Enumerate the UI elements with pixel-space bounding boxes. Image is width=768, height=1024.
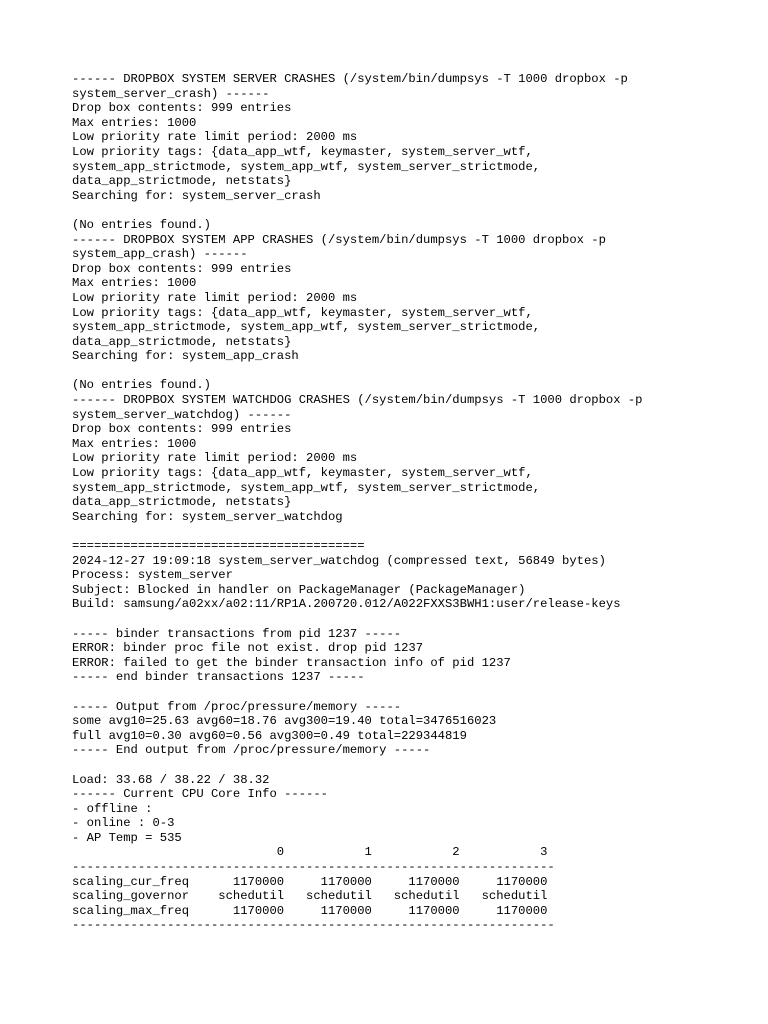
log-line — [72, 758, 712, 773]
log-line: Drop box contents: 999 entries — [72, 101, 292, 116]
log-line: Low priority rate limit period: 2000 ms — [72, 451, 358, 466]
log-line: Process: system_server — [72, 568, 233, 583]
log-line: system_app_crash) ------ — [72, 247, 248, 262]
log-line: Low priority tags: {data_app_wtf, keymaster, system_server_wtf, — [72, 466, 533, 481]
log-line: full avg10=0.30 avg60=0.56 avg300=0.49 total=229344819 — [72, 728, 467, 743]
log-line: Drop box contents: 999 entries — [72, 422, 292, 437]
log-line: - online : 0-3 — [72, 816, 175, 831]
log-line — [72, 203, 712, 218]
log-line: (No entries found.) — [72, 378, 211, 393]
log-line: Low priority tags: {data_app_wtf, keymaster, system_server_wtf, — [72, 305, 533, 320]
log-line: ======================================== — [72, 539, 365, 553]
log-line: Drop box contents: 999 entries — [72, 261, 292, 276]
log-line: Searching for: system_server_crash — [72, 188, 321, 203]
log-line: ----- End output from /proc/pressure/memory ----- — [72, 743, 431, 758]
log-line: ------------------------------------------------------------------ — [72, 860, 555, 875]
log-line: Load: 33.68 / 38.22 / 38.32 — [72, 772, 270, 787]
log-line — [72, 524, 712, 539]
log-line: system_server_watchdog) ------ — [72, 407, 292, 422]
log-line: 2024-12-27 19:09:18 system_server_watchdog (compressed text, 56849 bytes) — [72, 553, 606, 568]
log-line: (No entries found.) — [72, 217, 211, 232]
log-line: system_app_strictmode, system_app_wtf, system_server_strictmode, — [72, 320, 541, 335]
log-line: Max entries: 1000 — [72, 115, 197, 130]
log-line: ----- binder transactions from pid 1237 ----- — [72, 626, 402, 641]
log-line: Low priority rate limit period: 2000 ms — [72, 130, 358, 145]
log-line: Low priority rate limit period: 2000 ms — [72, 290, 358, 305]
log-line: Subject: Blocked in handler on PackageManager (PackageManager) — [72, 582, 526, 597]
log-line: data_app_strictmode, netstats} — [72, 495, 292, 510]
log-line: ERROR: binder proc file not exist. drop pid 1237 — [72, 641, 424, 656]
log-line: - offline : — [72, 801, 153, 816]
log-line: Max entries: 1000 — [72, 276, 197, 291]
log-line: ------ DROPBOX SYSTEM SERVER CRASHES (/system/bin/dumpsys -T 1000 dropbox -p — [72, 72, 628, 86]
log-line: ERROR: failed to get the binder transaction info of pid 1237 — [72, 655, 511, 670]
log-document — [72, 72, 712, 933]
log-line: system_app_strictmode, system_app_wtf, system_server_strictmode, — [72, 159, 541, 174]
log-line: Max entries: 1000 — [72, 436, 197, 451]
log-line: Low priority tags: {data_app_wtf, keymaster, system_server_wtf, — [72, 144, 533, 159]
log-line — [72, 612, 712, 627]
log-line: Build: samsung/a02xx/a02:11/RP1A.200720.012/A022FXXS3BWH1:user/release-keys — [72, 597, 621, 612]
log-line: ----- Output from /proc/pressure/memory ----- — [72, 699, 402, 714]
log-line — [72, 685, 712, 700]
log-line: system_server_crash) ------ — [72, 86, 270, 101]
log-line: system_app_strictmode, system_app_wtf, system_server_strictmode, — [72, 480, 541, 495]
log-line — [72, 364, 712, 379]
log-line: scaling_governor schedutil schedutil schedutil schedutil — [72, 889, 548, 904]
log-line: ----- end binder transactions 1237 ----- — [72, 670, 365, 685]
log-line: Searching for: system_app_crash — [72, 349, 299, 364]
log-line: scaling_max_freq 1170000 1170000 1170000 1170000 — [72, 903, 548, 918]
log-line: data_app_strictmode, netstats} — [72, 334, 292, 349]
log-line: some avg10=25.63 avg60=18.76 avg300=19.40 total=3476516023 — [72, 714, 497, 729]
log-line: ------ DROPBOX SYSTEM APP CRASHES (/system/bin/dumpsys -T 1000 dropbox -p — [72, 232, 606, 247]
log-line: ------ Current CPU Core Info ------ — [72, 787, 328, 802]
log-line: ------------------------------------------------------------------ — [72, 918, 555, 933]
log-line: data_app_strictmode, netstats} — [72, 174, 292, 189]
log-line: 0 1 2 3 — [72, 845, 548, 860]
log-line: - AP Temp = 535 — [72, 830, 182, 845]
log-line: scaling_cur_freq 1170000 1170000 1170000 1170000 — [72, 874, 548, 889]
log-line: ------ DROPBOX SYSTEM WATCHDOG CRASHES (/system/bin/dumpsys -T 1000 dropbox -p — [72, 393, 643, 408]
log-line: Searching for: system_server_watchdog — [72, 509, 343, 524]
